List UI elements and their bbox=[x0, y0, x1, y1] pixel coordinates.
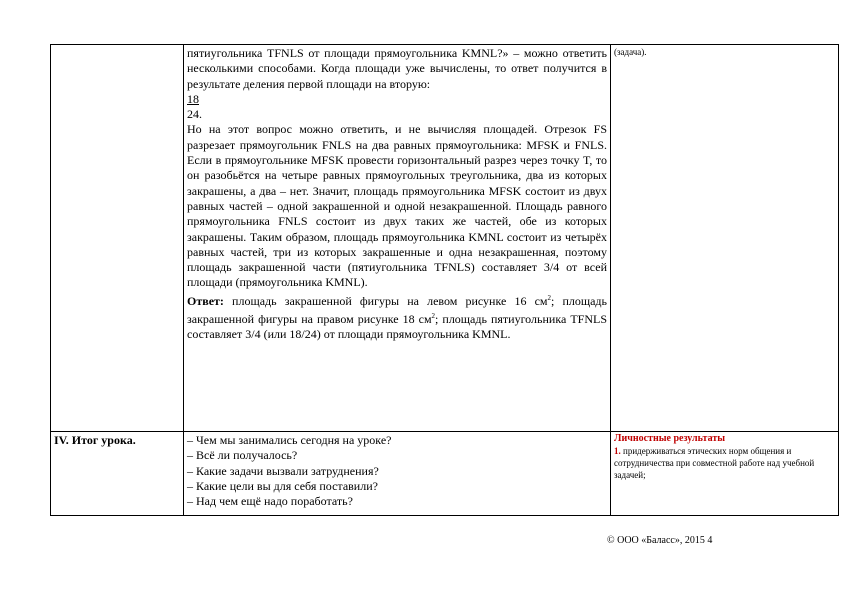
list-item: – Какие цели вы для себя поставили? bbox=[187, 478, 378, 493]
questions-cell bbox=[184, 432, 611, 516]
superscript-b: 2 bbox=[431, 312, 436, 321]
notes-cell: (задача). bbox=[611, 45, 839, 432]
lesson-table bbox=[50, 44, 839, 516]
answer-part-a: площадь закрашенной фигуры на левом рисунке 16 см bbox=[223, 293, 548, 308]
superscript-a: 2 bbox=[547, 293, 551, 302]
fraction-denominator: 24. bbox=[187, 107, 202, 122]
list-item: – Какие задачи вызвали затруднения? bbox=[187, 463, 379, 478]
table-row bbox=[51, 432, 839, 516]
table-row bbox=[51, 45, 839, 432]
list-item: – Чем мы занимались сегодня на уроке? bbox=[187, 433, 392, 447]
list-item: – Всё ли получалось? bbox=[187, 448, 298, 463]
paragraph-intro: пятиугольника TFNLS от площади прямоугольника KMNL?» – можно ответить несколькими способами. Когда площади уже вычислены, то ответ получится в результате деления первой площади на вторую: bbox=[187, 46, 607, 91]
results-item bbox=[614, 445, 835, 481]
fraction-numerator: 18 bbox=[187, 91, 199, 106]
content-cell bbox=[184, 45, 611, 432]
results-number: 1. bbox=[614, 446, 621, 456]
answer-part-b: ; площадь закрашенной фигуры на правом рисунке 18 см bbox=[187, 293, 608, 327]
stage-title: IV. Итог урока. bbox=[51, 432, 184, 516]
copyright-footer: © ООО «Баласс», 2015 4 bbox=[607, 535, 713, 546]
answer-paragraph bbox=[187, 291, 607, 343]
paragraph-explanation: Но на этот вопрос можно ответить, и не вычисляя площадей. Отрезок FS разрезает прямоугольник FNLS на два равных прямоугольника: MFSK и FNLS. Если в прямоугольнике MFSK провести горизонтальный разрез через точку T, то он разобьётся на четыре равных прямоугольных треугольника, два из которых закрашены, а два – нет. Значит, площадь прямоугольника MFSK состоит из двух равных частей – одной закрашенной и одной незакрашенной. Площадь равного прямоугольника FNLS состоит из двух таких же частей, обе из которых закрашены. Таким образом, площадь прямоугольника KMNL состоит из четырёх равных частей, три из которых закрашенные и одна незакрашенная, поэтому площадь закрашенной части (пятиугольника TFNLS) составляет 3/4 от всей площади (прямоугольника KMNL). bbox=[187, 122, 607, 290]
results-cell bbox=[611, 432, 839, 516]
stage-cell-empty bbox=[51, 45, 184, 432]
answer-label: Ответ: bbox=[187, 293, 224, 308]
results-text: придерживаться этических норм общения и сотрудничества при совместной работе над учебной задачей; bbox=[614, 446, 815, 480]
results-title: Личностные результаты bbox=[614, 433, 726, 444]
list-item: – Над чем ещё надо поработать? bbox=[187, 494, 353, 509]
answer-part-c: ; площадь пятиугольника TFNLS составляет 3/4 (или 18/24) от площади прямоугольника KMNL. bbox=[187, 312, 607, 342]
